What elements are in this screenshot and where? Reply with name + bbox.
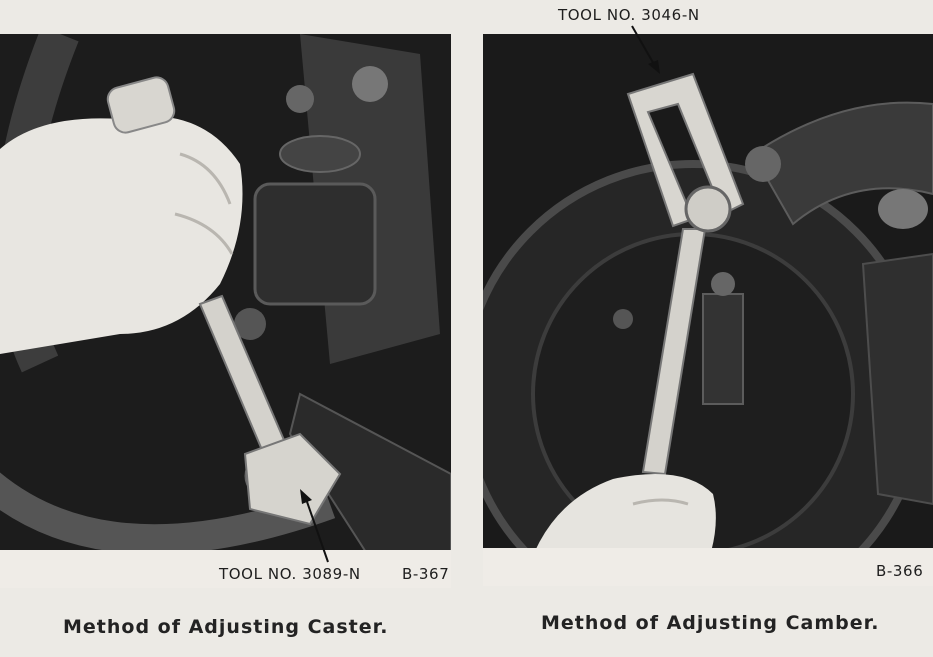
camber-photo-illustration [483,34,933,586]
figure-number-right: B-366 [876,562,924,580]
tool-callout-right: TOOL NO. 3046-N [558,6,700,24]
tool-callout-left: TOOL NO. 3089-N [219,565,361,583]
caption-camber: Method of Adjusting Camber. [541,612,880,634]
figure-number-left: B-367 [402,565,450,583]
caster-photo-illustration [0,34,451,588]
caption-strip-right [483,548,933,586]
camber-adjustment-photo [483,34,933,586]
caption-caster: Method of Adjusting Caster. [63,616,389,638]
caster-adjustment-photo [0,34,451,588]
